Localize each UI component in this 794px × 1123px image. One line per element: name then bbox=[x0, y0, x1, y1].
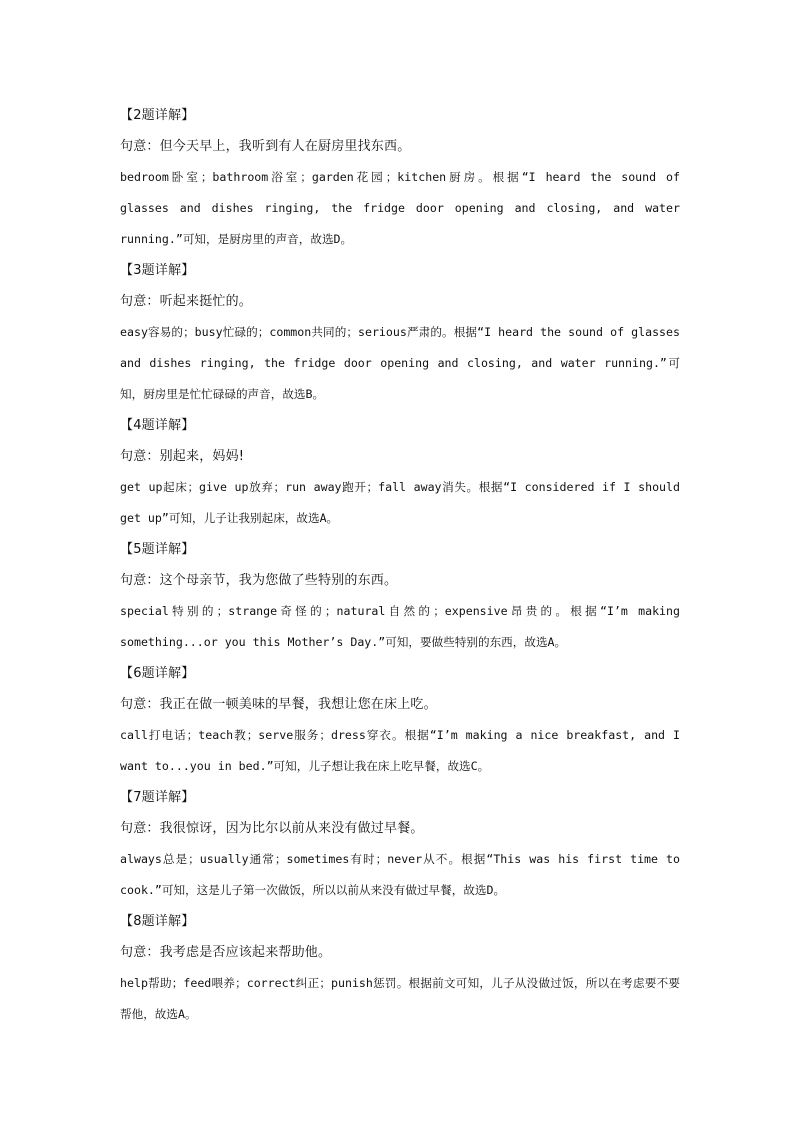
explanation-section-2 bbox=[120, 100, 680, 255]
section-heading: 【7题详解】 bbox=[120, 790, 195, 805]
answer-explanations bbox=[120, 100, 680, 1030]
section-heading: 【8题详解】 bbox=[120, 914, 195, 929]
section-heading: 【2题详解】 bbox=[120, 108, 195, 123]
option-explanation: bedroom卧室；bathroom浴室；garden花园；kitchen厨房。根据“I heard the sound of glasses and dishes ringing, the fridge door opening and closing, and water running.”可知，是厨房里的声音，故选D。 bbox=[120, 170, 680, 246]
option-explanation: call打电话；teach教；serve服务；dress穿衣。根据“I’m making a nice breakfast, and I want to...you in bed.”可知，儿子想让我在床上吃早餐，故选C。 bbox=[120, 728, 680, 773]
explanation-section-8 bbox=[120, 906, 680, 1030]
option-explanation: help帮助；feed喂养；correct纠正；punish惩罚。根据前文可知，儿子从没做过饭，所以在考虑要不要帮他，故选A。 bbox=[120, 976, 680, 1021]
sentence-meaning: 句意：我正在做一顿美味的早餐，我想让您在床上吃。 bbox=[120, 697, 437, 712]
option-explanation: get up起床；give up放弃；run away跑开；fall away消失。根据“I considered if I should get up”可知，儿子让我别起床，故选A。 bbox=[120, 480, 680, 525]
section-heading: 【6题详解】 bbox=[120, 666, 195, 681]
section-heading: 【4题详解】 bbox=[120, 418, 195, 433]
explanation-section-5 bbox=[120, 534, 680, 658]
sentence-meaning: 句意：我很惊讶，因为比尔以前从来没有做过早餐。 bbox=[120, 821, 424, 836]
section-heading: 【5题详解】 bbox=[120, 542, 195, 557]
explanation-section-6 bbox=[120, 658, 680, 782]
sentence-meaning: 句意：这个母亲节，我为您做了些特别的东西。 bbox=[120, 573, 398, 588]
sentence-meaning: 句意：我考虑是否应该起来帮助他。 bbox=[120, 945, 332, 960]
sentence-meaning: 句意：听起来挺忙的。 bbox=[120, 294, 253, 309]
option-explanation: easy容易的；busy忙碌的；common共同的；serious严肃的。根据“I heard the sound of glasses and dishes ringing, the fridge door opening and closing, and water running.”可知，厨房里是忙忙碌碌的声音，故选B。 bbox=[120, 325, 680, 401]
option-explanation: always总是；usually通常；sometimes有时；never从不。根据“This was his first time to cook.”可知，这是儿子第一次做饭，所以以前从来没有做过早餐，故选D。 bbox=[120, 852, 680, 897]
section-heading: 【3题详解】 bbox=[120, 263, 195, 278]
sentence-meaning: 句意：但今天早上，我听到有人在厨房里找东西。 bbox=[120, 139, 411, 154]
explanation-section-3 bbox=[120, 255, 680, 410]
explanation-section-4 bbox=[120, 410, 680, 534]
explanation-section-7 bbox=[120, 782, 680, 906]
sentence-meaning: 句意：别起来，妈妈! bbox=[120, 449, 245, 464]
option-explanation: special特别的；strange奇怪的；natural自然的；expensive昂贵的。根据“I’m making something...or you this Mother’s Day.”可知，要做些特别的东西，故选A。 bbox=[120, 604, 680, 649]
